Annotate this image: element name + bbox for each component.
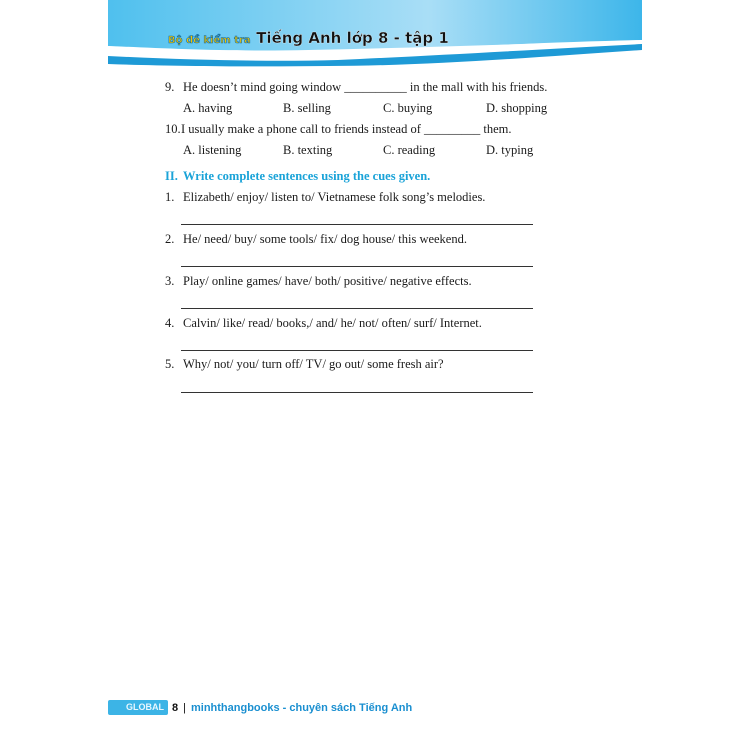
- option: A. listening: [183, 143, 242, 157]
- cue-text: Calvin/ like/ read/ books,/ and/ he/ not/ often/ surf/ Internet.: [183, 316, 482, 330]
- section-title: Write complete sentences using the cues given.: [183, 169, 431, 183]
- answer-line: [181, 224, 533, 225]
- answer-line: [181, 392, 533, 393]
- cue-number: 5.: [165, 357, 175, 371]
- cue-number: 2.: [165, 232, 175, 246]
- option: D. shopping: [486, 101, 548, 115]
- footer-publisher: minhthangbooks - chuyên sách Tiếng Anh: [190, 701, 413, 714]
- option: B. selling: [283, 101, 331, 115]
- title-small: Bộ đề kiểm tra: [168, 35, 251, 46]
- cue-text: Why/ not/ you/ turn off/ TV/ go out/ some fresh air?: [183, 357, 444, 371]
- option: C. buying: [383, 101, 433, 115]
- option: D. typing: [486, 143, 534, 157]
- question-text: He doesn’t mind going window __________ in the mall with his friends.: [183, 80, 548, 94]
- footer-separator: |: [183, 701, 186, 714]
- question-number: 9.: [165, 80, 175, 94]
- cue-text: Elizabeth/ enjoy/ listen to/ Vietnamese folk song’s melodies.: [183, 190, 486, 204]
- banner-title: [168, 28, 449, 47]
- answer-line: [181, 350, 533, 351]
- cue-number: 4.: [165, 316, 175, 330]
- answer-line: [181, 308, 533, 309]
- page-footer: [108, 700, 412, 715]
- page-number: 8: [172, 701, 179, 714]
- cue-number: 3.: [165, 274, 175, 288]
- cue-text: He/ need/ buy/ some tools/ fix/ dog house/ this weekend.: [183, 232, 467, 246]
- option: B. texting: [283, 143, 333, 157]
- header-banner: [108, 0, 642, 68]
- cue-text: Play/ online games/ have/ both/ positive/ negative effects.: [183, 274, 472, 288]
- option: A. having: [183, 101, 233, 115]
- section-number: II.: [165, 169, 178, 183]
- answer-line: [181, 266, 533, 267]
- cue-number: 1.: [165, 190, 175, 204]
- question-text: I usually make a phone call to friends instead of _________ them.: [181, 122, 512, 136]
- global-logo-badge: GLOBAL: [108, 700, 168, 715]
- question-number: 10.: [165, 122, 181, 136]
- option: C. reading: [383, 143, 436, 157]
- title-big: Tiếng Anh lớp 8 - tập 1: [256, 29, 449, 47]
